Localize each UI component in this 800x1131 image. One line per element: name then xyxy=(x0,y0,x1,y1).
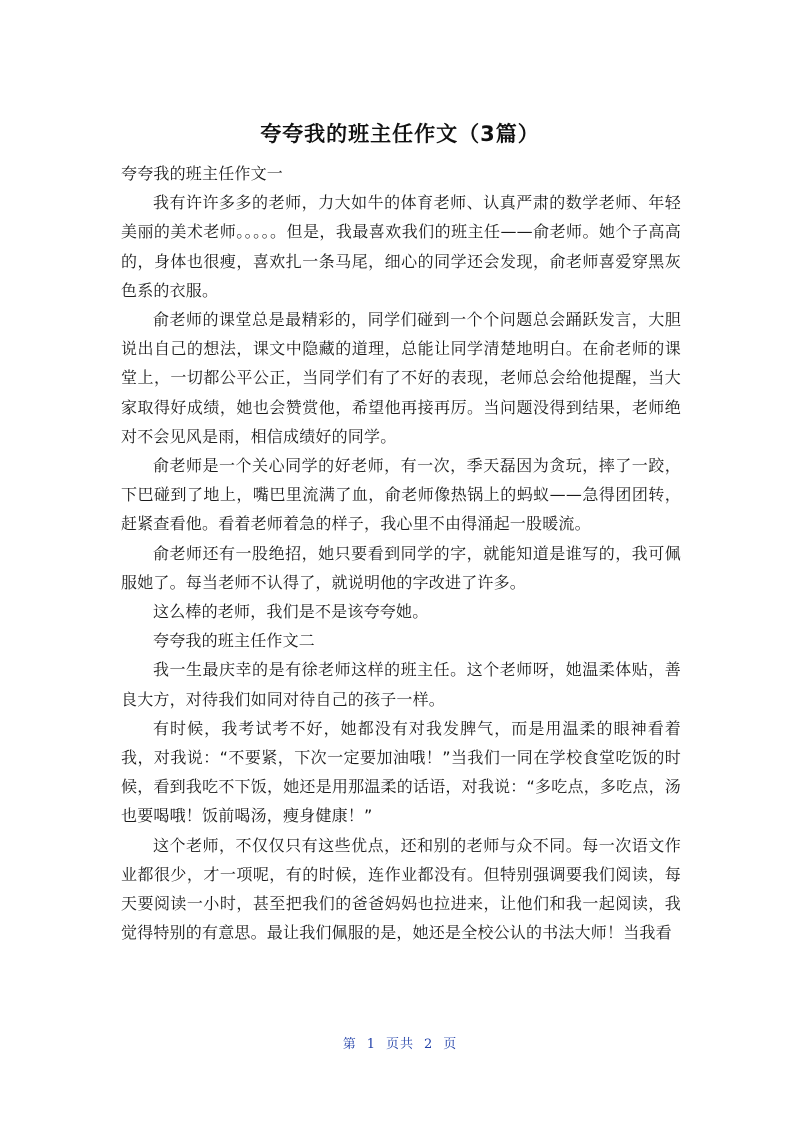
essay2-paragraph-1: 我一生最庆幸的是有徐老师这样的班主任。这个老师呀，她温柔体贴，善良大方，对待我们如同对待自己的孩子一样。 xyxy=(121,660,681,709)
essay2-paragraph-2: 有时候，我考试考不好，她都没有对我发脾气，而是用温柔的眼神看着我，对我说：“不要紧，下次一定要加油哦！”当我们一同在学校食堂吃饭的时候，看到我吃不下饭，她还是用那温柔的话语，对我说：“多吃点，多吃点，汤也要喝哦！饭前喝汤，瘦身健康！” xyxy=(121,718,681,826)
footer-page-word: 第 xyxy=(342,1037,357,1052)
essay2-heading: 夸夸我的班主任作文二 xyxy=(153,631,316,651)
footer-page-suffix: 页 xyxy=(443,1037,458,1052)
essay1-heading: 夸夸我的班主任作文一 xyxy=(121,164,284,183)
essay1-paragraph-5: 这么棒的老师，我们是不是该夸夸她。 xyxy=(153,602,429,622)
essay1-paragraph-2: 俞老师的课堂总是最精彩的，同学们碰到一个个问题总会踊跃发言，大胆说出自己的想法，课文中隐藏的道理，总能让同学清楚地明白。在俞老师的课堂上，一切都公平公正，当同学们有了不好的表现，老师总会给他提醒，当大家取得好成绩，她也会赞赏他，希望他再接再厉。当问题没得到结果，老师绝对不会见风是雨，相信成绩好的同学。 xyxy=(121,310,681,446)
essay1-paragraph-3: 俞老师是一个关心同学的好老师，有一次，季天磊因为贪玩，摔了一跤，下巴碰到了地上，嘴巴里流满了血，俞老师像热锅上的蚂蚁——急得团团转，赶紧查看他。看着老师着急的样子，我心里不由得涌起一股暖流。 xyxy=(121,456,681,534)
essay1-paragraph-4: 俞老师还有一股绝招，她只要看到同学的字，就能知道是谁写的，我可佩服她了。每当老师不认得了，就说明他的字改进了许多。 xyxy=(121,543,681,592)
document-body xyxy=(121,159,681,947)
essay1-paragraph-1: 我有许许多多的老师，力大如牛的体育老师、认真严肃的数学老师、年轻美丽的美术老师。。。。。但是，我最喜欢我们的班主任——俞老师。她个子高高的，身体也很瘦，喜欢扎一条马尾，细心的同学还会发现，俞老师喜爱穿黑灰色系的衣服。 xyxy=(121,193,681,300)
page-footer xyxy=(0,1033,800,1052)
footer-page-of-word: 页共 xyxy=(385,1037,414,1052)
footer-page-total: 2 xyxy=(424,1037,434,1052)
essay2-paragraph-3: 这个老师，不仅仅只有这些优点，还和别的老师与众不同。每一次语文作业都很少，才一项呢，有的时候，连作业都没有。但特别强调要我们阅读，每天要阅读一小时，甚至把我们的爸爸妈妈也拉进来，让他们和我一起阅读，我觉得特别的有意思。最让我们佩服的是，她还是全校公认的书法大师！当我看 xyxy=(121,835,681,943)
document-title: 夸夸我的班主任作文（3篇） xyxy=(260,122,540,146)
footer-page-current: 1 xyxy=(366,1037,376,1052)
